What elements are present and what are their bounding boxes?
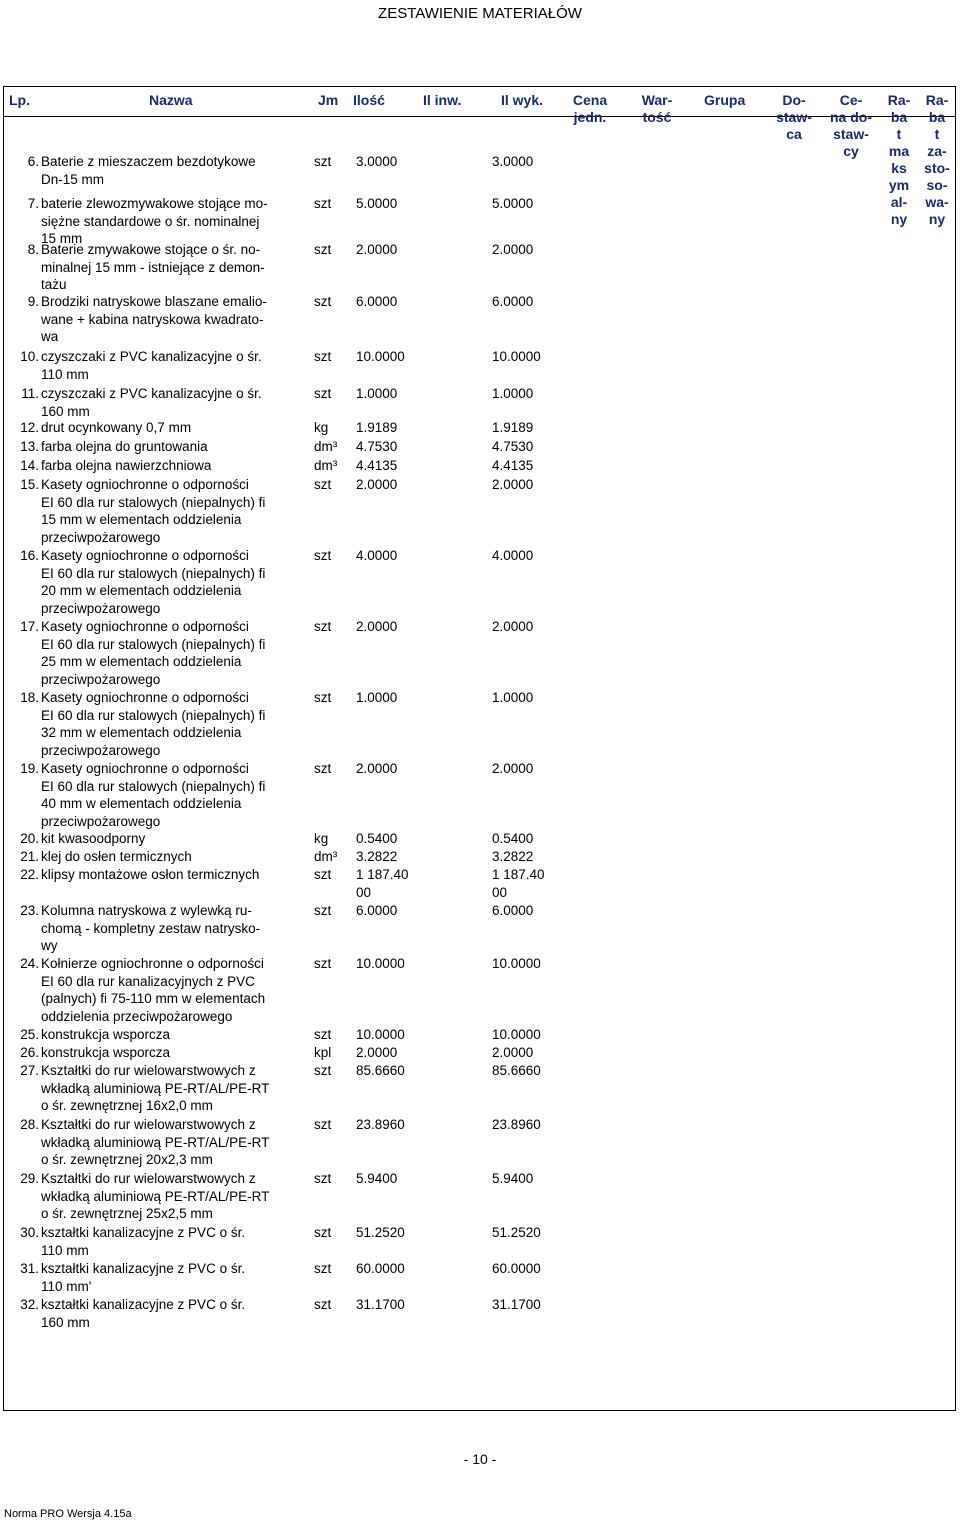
materials-table bbox=[3, 86, 956, 1411]
row-il-wyk: 2.0000 bbox=[492, 619, 534, 634]
header-jm: Jm bbox=[318, 92, 339, 108]
row-lp: 9. bbox=[27, 294, 39, 309]
row-jm: szt bbox=[314, 548, 332, 563]
header-cena: Cena jedn. bbox=[572, 92, 608, 125]
row-jm: szt bbox=[314, 1027, 332, 1042]
row-il-wyk: 10.0000 bbox=[492, 956, 541, 971]
row-il-wyk: 31.1700 bbox=[492, 1297, 541, 1312]
row-lp: 11. bbox=[21, 386, 39, 401]
row-jm: szt bbox=[314, 294, 332, 309]
row-lp: 13. bbox=[20, 439, 39, 454]
row-il-wyk: 6.0000 bbox=[492, 294, 534, 309]
row-il-wyk: 0.5400 bbox=[492, 831, 534, 846]
row-nazwa: Baterie z mieszaczem bezdotykowe Dn-15 mm bbox=[41, 154, 256, 187]
row-il-wyk: 51.2520 bbox=[492, 1225, 541, 1240]
row-jm: szt bbox=[314, 477, 332, 492]
row-jm: dm³ bbox=[314, 849, 338, 864]
row-lp: 28. bbox=[20, 1117, 39, 1132]
row-nazwa: kształtki kanalizacyjne z PVC o śr. 160 mm bbox=[41, 1297, 246, 1330]
row-jm: kg bbox=[314, 831, 329, 846]
row-ilosc: 4.4135 bbox=[356, 458, 398, 473]
row-jm: szt bbox=[314, 386, 332, 401]
row-nazwa: baterie zlewozmywakowe stojące mo- siężne standardowe o śr. nominalnej 15 mm bbox=[41, 196, 268, 246]
header-wartosc: War- tość bbox=[641, 92, 673, 125]
row-jm: szt bbox=[314, 349, 332, 364]
header-il-inw: Il inw. bbox=[423, 92, 462, 108]
row-ilosc: 6.0000 bbox=[356, 294, 398, 309]
row-nazwa: Kasety ogniochronne o odporności EI 60 dla rur stalowych (niepalnych) fi 25 mm w elementach oddzielenia przeciwpożarowego bbox=[41, 619, 266, 687]
row-ilosc: 10.0000 bbox=[356, 349, 405, 364]
row-lp: 20. bbox=[20, 831, 39, 846]
row-il-wyk: 2.0000 bbox=[492, 761, 534, 776]
row-ilosc: 2.0000 bbox=[356, 761, 398, 776]
row-nazwa: klipsy montażowe osłon termicznych bbox=[41, 867, 260, 882]
row-il-wyk: 3.2822 bbox=[492, 849, 534, 864]
header-grupa: Grupa bbox=[704, 92, 746, 108]
row-jm: szt bbox=[314, 1171, 332, 1186]
row-jm: kpl bbox=[314, 1045, 332, 1060]
row-lp: 31. bbox=[20, 1261, 39, 1276]
header-il-wyk: Il wyk. bbox=[501, 92, 544, 108]
row-lp: 7. bbox=[27, 196, 39, 211]
row-nazwa: farba olejna nawierzchniowa bbox=[41, 458, 212, 473]
row-ilosc: 85.6660 bbox=[356, 1063, 405, 1078]
row-jm: szt bbox=[314, 196, 332, 211]
row-il-wyk: 2.0000 bbox=[492, 242, 534, 257]
row-ilosc: 2.0000 bbox=[356, 619, 398, 634]
row-nazwa: Kształtki do rur wielowarstwowych z wkładką aluminiową PE-RT/AL/PE-RT o śr. zewnętrznej 25x2,5 mm bbox=[41, 1171, 270, 1221]
row-il-wyk: 10.0000 bbox=[492, 1027, 541, 1042]
header-rabat-zastosowany: Ra- ba t za- sto- so- wa- ny bbox=[924, 92, 950, 227]
row-nazwa: kształtki kanalizacyjne z PVC o śr. 110 mm' bbox=[41, 1261, 246, 1294]
row-jm: szt bbox=[314, 956, 332, 971]
row-il-wyk: 4.4135 bbox=[492, 458, 534, 473]
row-lp: 21. bbox=[20, 849, 39, 864]
row-lp: 12. bbox=[20, 420, 39, 435]
header-ilosc: Ilość bbox=[353, 92, 385, 108]
row-ilosc: 1.9189 bbox=[356, 420, 398, 435]
header-lp: Lp. bbox=[9, 92, 30, 108]
page-number: - 10 - bbox=[463, 1451, 497, 1467]
row-ilosc: 4.7530 bbox=[356, 439, 398, 454]
row-nazwa: konstrukcja wsporcza bbox=[41, 1027, 171, 1042]
row-ilosc: 23.8960 bbox=[356, 1117, 405, 1132]
row-il-wyk: 10.0000 bbox=[492, 349, 541, 364]
row-jm: kg bbox=[314, 420, 329, 435]
row-lp: 6. bbox=[27, 154, 39, 169]
row-lp: 8. bbox=[27, 242, 39, 257]
row-nazwa: Kołnierze ogniochronne o odporności EI 60 dla rur kanalizacyjnych z PVC (palnych) fi 75-110 mm w elementach oddzielenia przeciwpożarowego bbox=[41, 956, 266, 1024]
row-jm: szt bbox=[314, 1225, 332, 1240]
row-il-wyk: 1.9189 bbox=[492, 420, 534, 435]
row-lp: 16. bbox=[20, 548, 39, 563]
header-rabat-maksymalny: Ra- ba t ma ks ym al- ny bbox=[887, 92, 911, 227]
row-nazwa: farba olejna do gruntowania bbox=[41, 439, 208, 454]
row-ilosc: 5.9400 bbox=[356, 1171, 398, 1186]
row-il-wyk: 1.0000 bbox=[492, 690, 534, 705]
row-il-wyk: 2.0000 bbox=[492, 1045, 534, 1060]
row-nazwa: Kasety ogniochronne o odporności EI 60 dla rur stalowych (niepalnych) fi 20 mm w elementach oddzielenia przeciwpożarowego bbox=[41, 548, 266, 616]
row-ilosc: 2.0000 bbox=[356, 1045, 398, 1060]
row-nazwa: drut ocynkowany 0,7 mm bbox=[41, 420, 192, 435]
row-nazwa: czyszczaki z PVC kanalizacyjne o śr. 160 mm bbox=[41, 386, 262, 419]
row-ilosc: 51.2520 bbox=[356, 1225, 405, 1240]
row-nazwa: konstrukcja wsporcza bbox=[41, 1045, 171, 1060]
row-nazwa: Kasety ogniochronne o odporności EI 60 dla rur stalowych (niepalnych) fi 15 mm w elementach oddzielenia przeciwpożarowego bbox=[41, 477, 266, 545]
row-ilosc: 2.0000 bbox=[356, 477, 398, 492]
row-jm: szt bbox=[314, 903, 332, 918]
row-lp: 25. bbox=[20, 1027, 39, 1042]
row-ilosc: 0.5400 bbox=[356, 831, 398, 846]
row-lp: 23. bbox=[20, 903, 39, 918]
row-ilosc: 2.0000 bbox=[356, 242, 398, 257]
row-il-wyk: 60.0000 bbox=[492, 1261, 541, 1276]
row-jm: dm³ bbox=[314, 458, 338, 473]
row-lp: 19. bbox=[20, 761, 39, 776]
row-ilosc: 31.1700 bbox=[356, 1297, 405, 1312]
row-il-wyk: 1.0000 bbox=[492, 386, 534, 401]
row-nazwa: kit kwasoodporny bbox=[41, 831, 146, 846]
row-jm: szt bbox=[314, 1297, 332, 1312]
page-title: ZESTAWIENIE MATERIAŁÓW bbox=[378, 5, 582, 22]
header-nazwa: Nazwa bbox=[149, 92, 193, 108]
row-il-wyk: 4.0000 bbox=[492, 548, 534, 563]
row-lp: 17. bbox=[20, 619, 39, 634]
row-lp: 14. bbox=[20, 458, 39, 473]
row-ilosc: 6.0000 bbox=[356, 903, 398, 918]
header-dostawca: Do- staw- ca bbox=[776, 92, 812, 142]
row-nazwa: kształtki kanalizacyjne z PVC o śr. 110 mm bbox=[41, 1225, 246, 1258]
row-jm: szt bbox=[314, 690, 332, 705]
row-il-wyk: 6.0000 bbox=[492, 903, 534, 918]
row-nazwa: Kasety ogniochronne o odporności EI 60 dla rur stalowych (niepalnych) fi 40 mm w elementach oddzielenia przeciwpożarowego bbox=[41, 761, 266, 829]
row-ilosc: 4.0000 bbox=[356, 548, 398, 563]
row-lp: 27. bbox=[20, 1063, 39, 1078]
header-cena-dostawcy: Ce- na do- staw- cy bbox=[830, 92, 872, 159]
row-lp: 32. bbox=[20, 1297, 39, 1312]
row-ilosc: 1.0000 bbox=[356, 386, 398, 401]
row-lp: 18. bbox=[20, 690, 39, 705]
row-jm: szt bbox=[314, 1261, 332, 1276]
row-nazwa: czyszczaki z PVC kanalizacyjne o śr. 110 mm bbox=[41, 349, 262, 382]
row-jm: szt bbox=[314, 1063, 332, 1078]
row-ilosc: 1.0000 bbox=[356, 690, 398, 705]
row-lp: 24. bbox=[20, 956, 39, 971]
row-jm: dm³ bbox=[314, 439, 338, 454]
row-il-wyk: 4.7530 bbox=[492, 439, 534, 454]
row-nazwa: Kasety ogniochronne o odporności EI 60 dla rur stalowych (niepalnych) fi 32 mm w elementach oddzielenia przeciwpożarowego bbox=[41, 690, 266, 758]
row-lp: 29. bbox=[20, 1171, 39, 1186]
row-ilosc: 60.0000 bbox=[356, 1261, 405, 1276]
row-lp: 26. bbox=[20, 1045, 39, 1060]
row-il-wyk: 3.0000 bbox=[492, 154, 534, 169]
row-ilosc: 3.2822 bbox=[356, 849, 398, 864]
row-nazwa: Kształtki do rur wielowarstwowych z wkładką aluminiową PE-RT/AL/PE-RT o śr. zewnętrznej 20x2,3 mm bbox=[41, 1117, 270, 1167]
row-lp: 10. bbox=[20, 349, 39, 364]
row-ilosc: 10.0000 bbox=[356, 1027, 405, 1042]
row-il-wyk: 1 187.40 00 bbox=[492, 867, 545, 900]
row-il-wyk: 5.9400 bbox=[492, 1171, 534, 1186]
row-ilosc: 5.0000 bbox=[356, 196, 398, 211]
row-jm: szt bbox=[314, 761, 332, 776]
row-lp: 15. bbox=[20, 477, 39, 492]
row-jm: szt bbox=[314, 1117, 332, 1132]
row-jm: szt bbox=[314, 242, 332, 257]
row-lp: 22. bbox=[20, 867, 39, 882]
row-ilosc: 1 187.40 00 bbox=[356, 867, 409, 900]
row-ilosc: 3.0000 bbox=[356, 154, 398, 169]
row-lp: 30. bbox=[20, 1225, 39, 1240]
row-nazwa: Baterie zmywakowe stojące o śr. no- minalnej 15 mm - istniejące z demon- tażu bbox=[41, 242, 265, 292]
row-il-wyk: 23.8960 bbox=[492, 1117, 541, 1132]
program-version: Norma PRO Wersja 4.15a bbox=[4, 1508, 132, 1520]
row-il-wyk: 85.6660 bbox=[492, 1063, 541, 1078]
row-jm: szt bbox=[314, 867, 332, 882]
row-nazwa: Kształtki do rur wielowarstwowych z wkładką aluminiową PE-RT/AL/PE-RT o śr. zewnętrznej 16x2,0 mm bbox=[41, 1063, 270, 1113]
row-il-wyk: 5.0000 bbox=[492, 196, 534, 211]
row-nazwa: Brodziki natryskowe blaszane emalio- wane + kabina natryskowa kwadrato- wa bbox=[41, 294, 267, 344]
row-ilosc: 10.0000 bbox=[356, 956, 405, 971]
row-jm: szt bbox=[314, 154, 332, 169]
row-nazwa: klej do osłen termicznych bbox=[41, 849, 192, 864]
row-jm: szt bbox=[314, 619, 332, 634]
row-il-wyk: 2.0000 bbox=[492, 477, 534, 492]
row-nazwa: Kolumna natryskowa z wylewką ru- chomą - kompletny zestaw natrysko- wy bbox=[41, 903, 261, 953]
